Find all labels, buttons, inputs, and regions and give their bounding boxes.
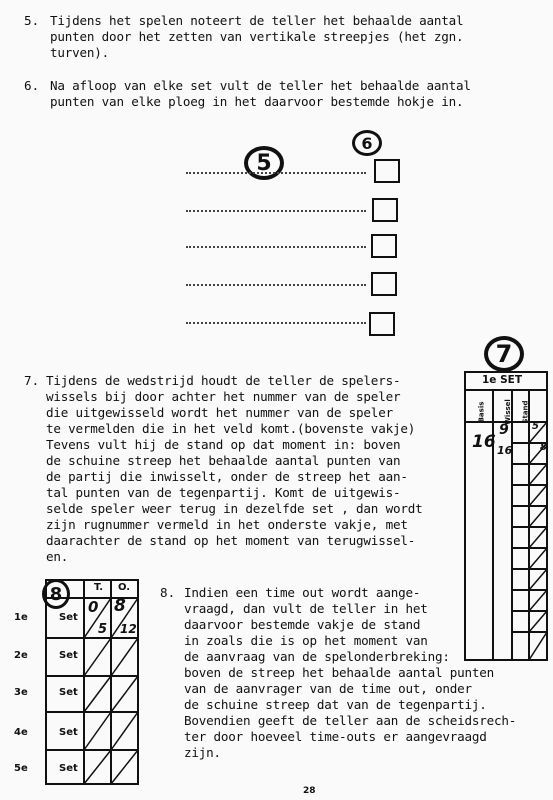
score-line xyxy=(186,322,366,324)
item-7-line: en. xyxy=(46,549,69,564)
item-7-line: Tevens vult hij de stand op dat moment in: boven xyxy=(46,437,401,452)
timeout-row-ordinal: 5e xyxy=(14,763,28,774)
item-7-line: te vermelden die in het veld komt.(bovenste vakje) xyxy=(46,421,416,436)
timeout-row-label: Set xyxy=(59,650,78,661)
item-8-line: de schuine streep dat van de tegenpartij. xyxy=(184,697,487,712)
item-6-number: 6. xyxy=(24,78,40,93)
score-box xyxy=(369,312,395,336)
item-8-line: de aanvraag van de spelonderbreking: xyxy=(184,649,450,664)
item-5-line: turven). xyxy=(50,45,110,60)
score-line xyxy=(186,284,366,286)
score-box xyxy=(371,234,397,258)
item-5-line: punten door het zetten van vertikale streepjes (het zgn. xyxy=(50,29,464,44)
item-5-number: 5. xyxy=(24,13,40,28)
timeout-row-label: Set xyxy=(59,763,78,774)
timeout-row-ordinal: 4e xyxy=(14,727,28,738)
marker-five-label: 5 xyxy=(256,150,272,176)
item-8-line: zijn. xyxy=(184,745,221,760)
set-col-stand: Stand xyxy=(521,400,530,424)
score-line xyxy=(186,172,366,174)
item-5-line: Tijdens het spelen noteert de teller het behaalde aantal xyxy=(50,13,464,28)
item-7-line: wissels bij door achter het nummer van de speler xyxy=(46,389,401,404)
set-wissel-bottom: 16 xyxy=(497,444,513,457)
timeout-row-ordinal: 1e xyxy=(14,612,28,623)
set-wissel-top: 9 xyxy=(499,422,509,438)
timeout-header-t: T. xyxy=(94,582,104,593)
set-basis-value: 16 xyxy=(472,432,496,452)
timeout-row-label: Set xyxy=(59,727,78,738)
item-8-line: Indien een time out wordt aange- xyxy=(184,585,421,600)
score-box xyxy=(372,198,398,222)
timeout-row-ordinal: 3e xyxy=(14,687,28,698)
item-8-number: 8. xyxy=(160,585,176,600)
timeout-t-top: 0 xyxy=(88,598,99,616)
score-box xyxy=(371,272,397,296)
marker-six-label: 6 xyxy=(361,133,373,153)
item-7-line: selde speler weer terug in dezelfde set , dan wordt xyxy=(46,501,423,516)
timeout-o-top: 8 xyxy=(114,596,126,616)
item-7-line: die uitgewisseld wordt het nummer van de speler xyxy=(46,405,393,420)
timeout-t-bottom: 5 xyxy=(98,622,108,637)
marker-eight-label: 8 xyxy=(49,583,63,605)
set-col-wissel: Wissel xyxy=(503,399,512,425)
item-6-line: Na afloop van elke set vult de teller het behaalde aantal xyxy=(50,78,471,93)
timeout-row-ordinal: 2e xyxy=(14,650,28,661)
timeout-row-label: Set xyxy=(59,612,78,623)
item-6-line: punten van elke ploeg in het daarvoor bestemde hokje in. xyxy=(50,94,464,109)
item-7-line: tal punten van de tegenpartij. Komt de uitgewis- xyxy=(46,485,401,500)
marker-five xyxy=(244,146,284,180)
item-7-line: zijn rugnummer vermeld in het onderste vakje, met xyxy=(46,517,408,532)
item-7-line: de schuine streep het behaalde aantal punten van xyxy=(46,453,401,468)
item-7-line: Tijdens de wedstrijd houdt de teller de spelers- xyxy=(46,373,401,388)
item-8-line: boven de streep het behaalde aantal punten xyxy=(184,665,495,680)
set-card-title: 1e SET xyxy=(482,374,522,386)
set-col-basis: Basis xyxy=(477,401,486,423)
item-7-line: de partij die inwisselt, onder de streep het aan- xyxy=(46,469,408,484)
item-8-line: daarvoor bestemde vakje de stand xyxy=(184,617,421,632)
item-8-line: Bovendien geeft de teller aan de scheidsrech- xyxy=(184,713,517,728)
item-7-number: 7. xyxy=(24,373,40,388)
score-line xyxy=(186,246,366,248)
score-line xyxy=(186,210,366,212)
item-8-line: in zoals die is op het moment van xyxy=(184,633,428,648)
score-box xyxy=(374,159,400,183)
marker-six xyxy=(352,130,382,156)
timeout-header-o: O. xyxy=(118,582,131,593)
timeout-o-bottom: 12 xyxy=(120,622,137,636)
set-stand-bottom: 8 xyxy=(540,442,547,453)
page-number: 28 xyxy=(303,786,316,796)
marker-seven xyxy=(484,336,524,372)
set-stand-top: 5 xyxy=(532,421,539,432)
item-8-line: van de aanvrager van de time out, onder xyxy=(184,681,472,696)
item-8-line: vraagd, dan vult de teller in het xyxy=(184,601,428,616)
marker-seven-label: 7 xyxy=(495,340,513,368)
item-7-line: daarachter de stand op het moment van terugwissel- xyxy=(46,533,416,548)
item-8-line: ter door hoeveel time-outs er aangevraagd xyxy=(184,729,487,744)
timeout-row-label: Set xyxy=(59,687,78,698)
